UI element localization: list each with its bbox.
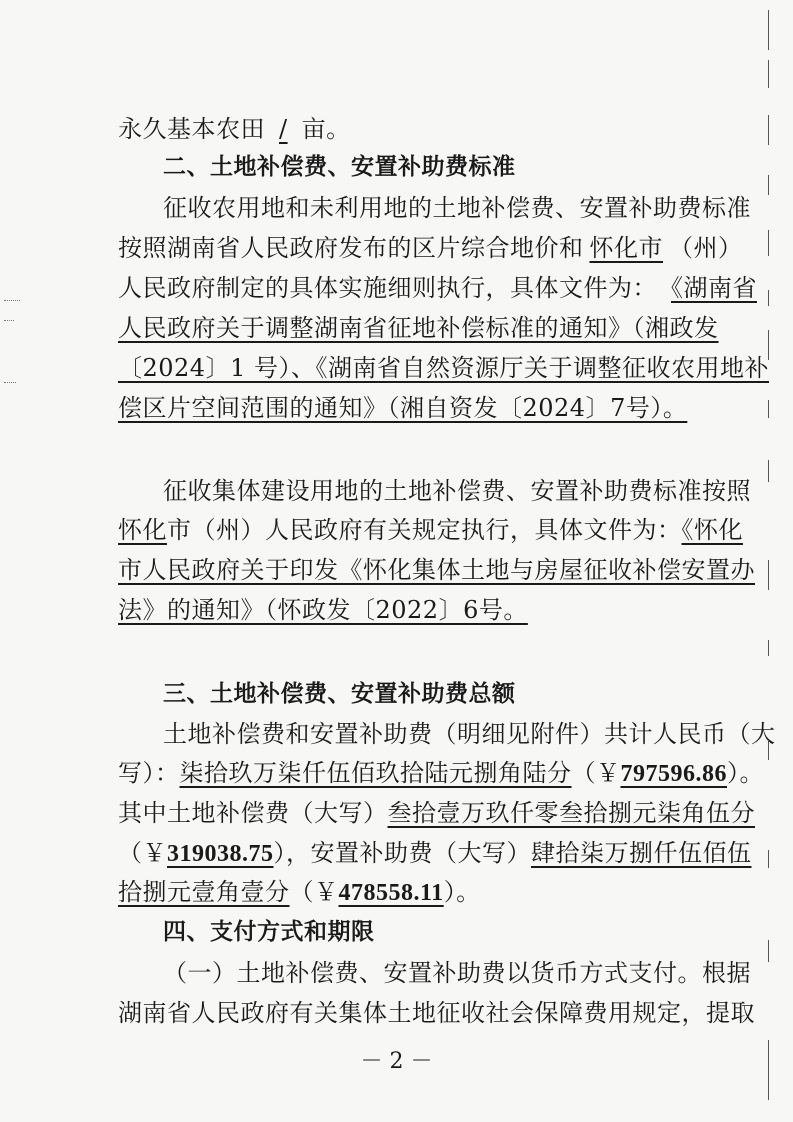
paragraph-line: 拾捌元壹角壹分（￥478558.11）。 [118, 878, 481, 906]
binding-edge [765, 60, 769, 88]
paragraph-line: （￥319038.75），安置补助费（大写）肆拾柒万捌仟伍佰伍 [118, 839, 752, 867]
scan-mark [4, 320, 14, 321]
binding-edge [765, 115, 769, 145]
paragraph-line: （一）土地补偿费、安置补助费以货币方式支付。根据 [163, 959, 751, 987]
paragraph-line: 法》的通知》（怀政发〔2022〕6号。 [118, 596, 528, 624]
paragraph-line: 市人民政府关于印发《怀化集体土地与房屋征收补偿安置办 [118, 556, 755, 584]
paragraph-line: 其中土地补偿费（大写）叁拾壹万玖仟零叁拾捌元柒角伍分 [118, 799, 755, 827]
scan-mark [4, 300, 20, 301]
binding-edge [765, 560, 769, 590]
page-number: － 2 － [360, 1049, 433, 1074]
heading-section-3: 三、土地补偿费、安置补助费总额 [163, 681, 516, 707]
paragraph-line: 土地补偿费和安置补助费（明细见附件）共计人民币（大 [163, 720, 776, 748]
binding-edge [765, 230, 769, 256]
binding-edge [765, 290, 769, 306]
binding-edge [765, 850, 769, 868]
paragraph-line: 偿区片空间范围的通知》（湘自资发〔2024〕7号）。 [118, 394, 688, 422]
binding-edge [765, 940, 769, 962]
binding-edge [765, 740, 769, 760]
paragraph-line: 人民政府制定的具体实施细则执行，具体文件为： 《湖南省 [118, 274, 757, 302]
paragraph-line: 怀化市（州）人民政府有关规定执行，具体文件为：《怀化 [118, 516, 743, 544]
binding-edge [765, 10, 769, 50]
line-farmland: 永久基本农田 / 亩。 [118, 115, 351, 143]
binding-edge [765, 330, 769, 360]
paragraph-line: 征收集体建设用地的土地补偿费、安置补助费标准按照 [163, 477, 751, 505]
paragraph-line: 写）：柒拾玖万柒仟伍佰玖拾陆元捌角陆分（￥797596.86）。 [118, 759, 764, 787]
binding-edge [765, 460, 769, 482]
paragraph-line: 征收农用地和未利用地的土地补偿费、安置补助费标准 [163, 194, 751, 222]
heading-section-4: 四、支付方式和期限 [163, 919, 375, 945]
binding-edge [765, 640, 769, 656]
paragraph-line: 按照湖南省人民政府发布的区片综合地价和 怀化市 （州） [118, 234, 743, 262]
paragraph-line: 人民政府关于调整湖南省征地补偿标准的通知》（湘政发 [118, 314, 719, 342]
heading-section-2: 二、土地补偿费、安置补助费标准 [163, 154, 516, 180]
scan-mark [4, 382, 16, 383]
paragraph-line: 〔2024〕1 号）、《湖南省自然资源厅关于调整征收农用地补 [118, 354, 769, 382]
binding-edge [765, 175, 769, 195]
binding-edge [765, 1040, 769, 1100]
binding-edge [765, 400, 769, 418]
paragraph-line: 湖南省人民政府有关集体土地征收社会保障费用规定，提取 [118, 999, 755, 1027]
